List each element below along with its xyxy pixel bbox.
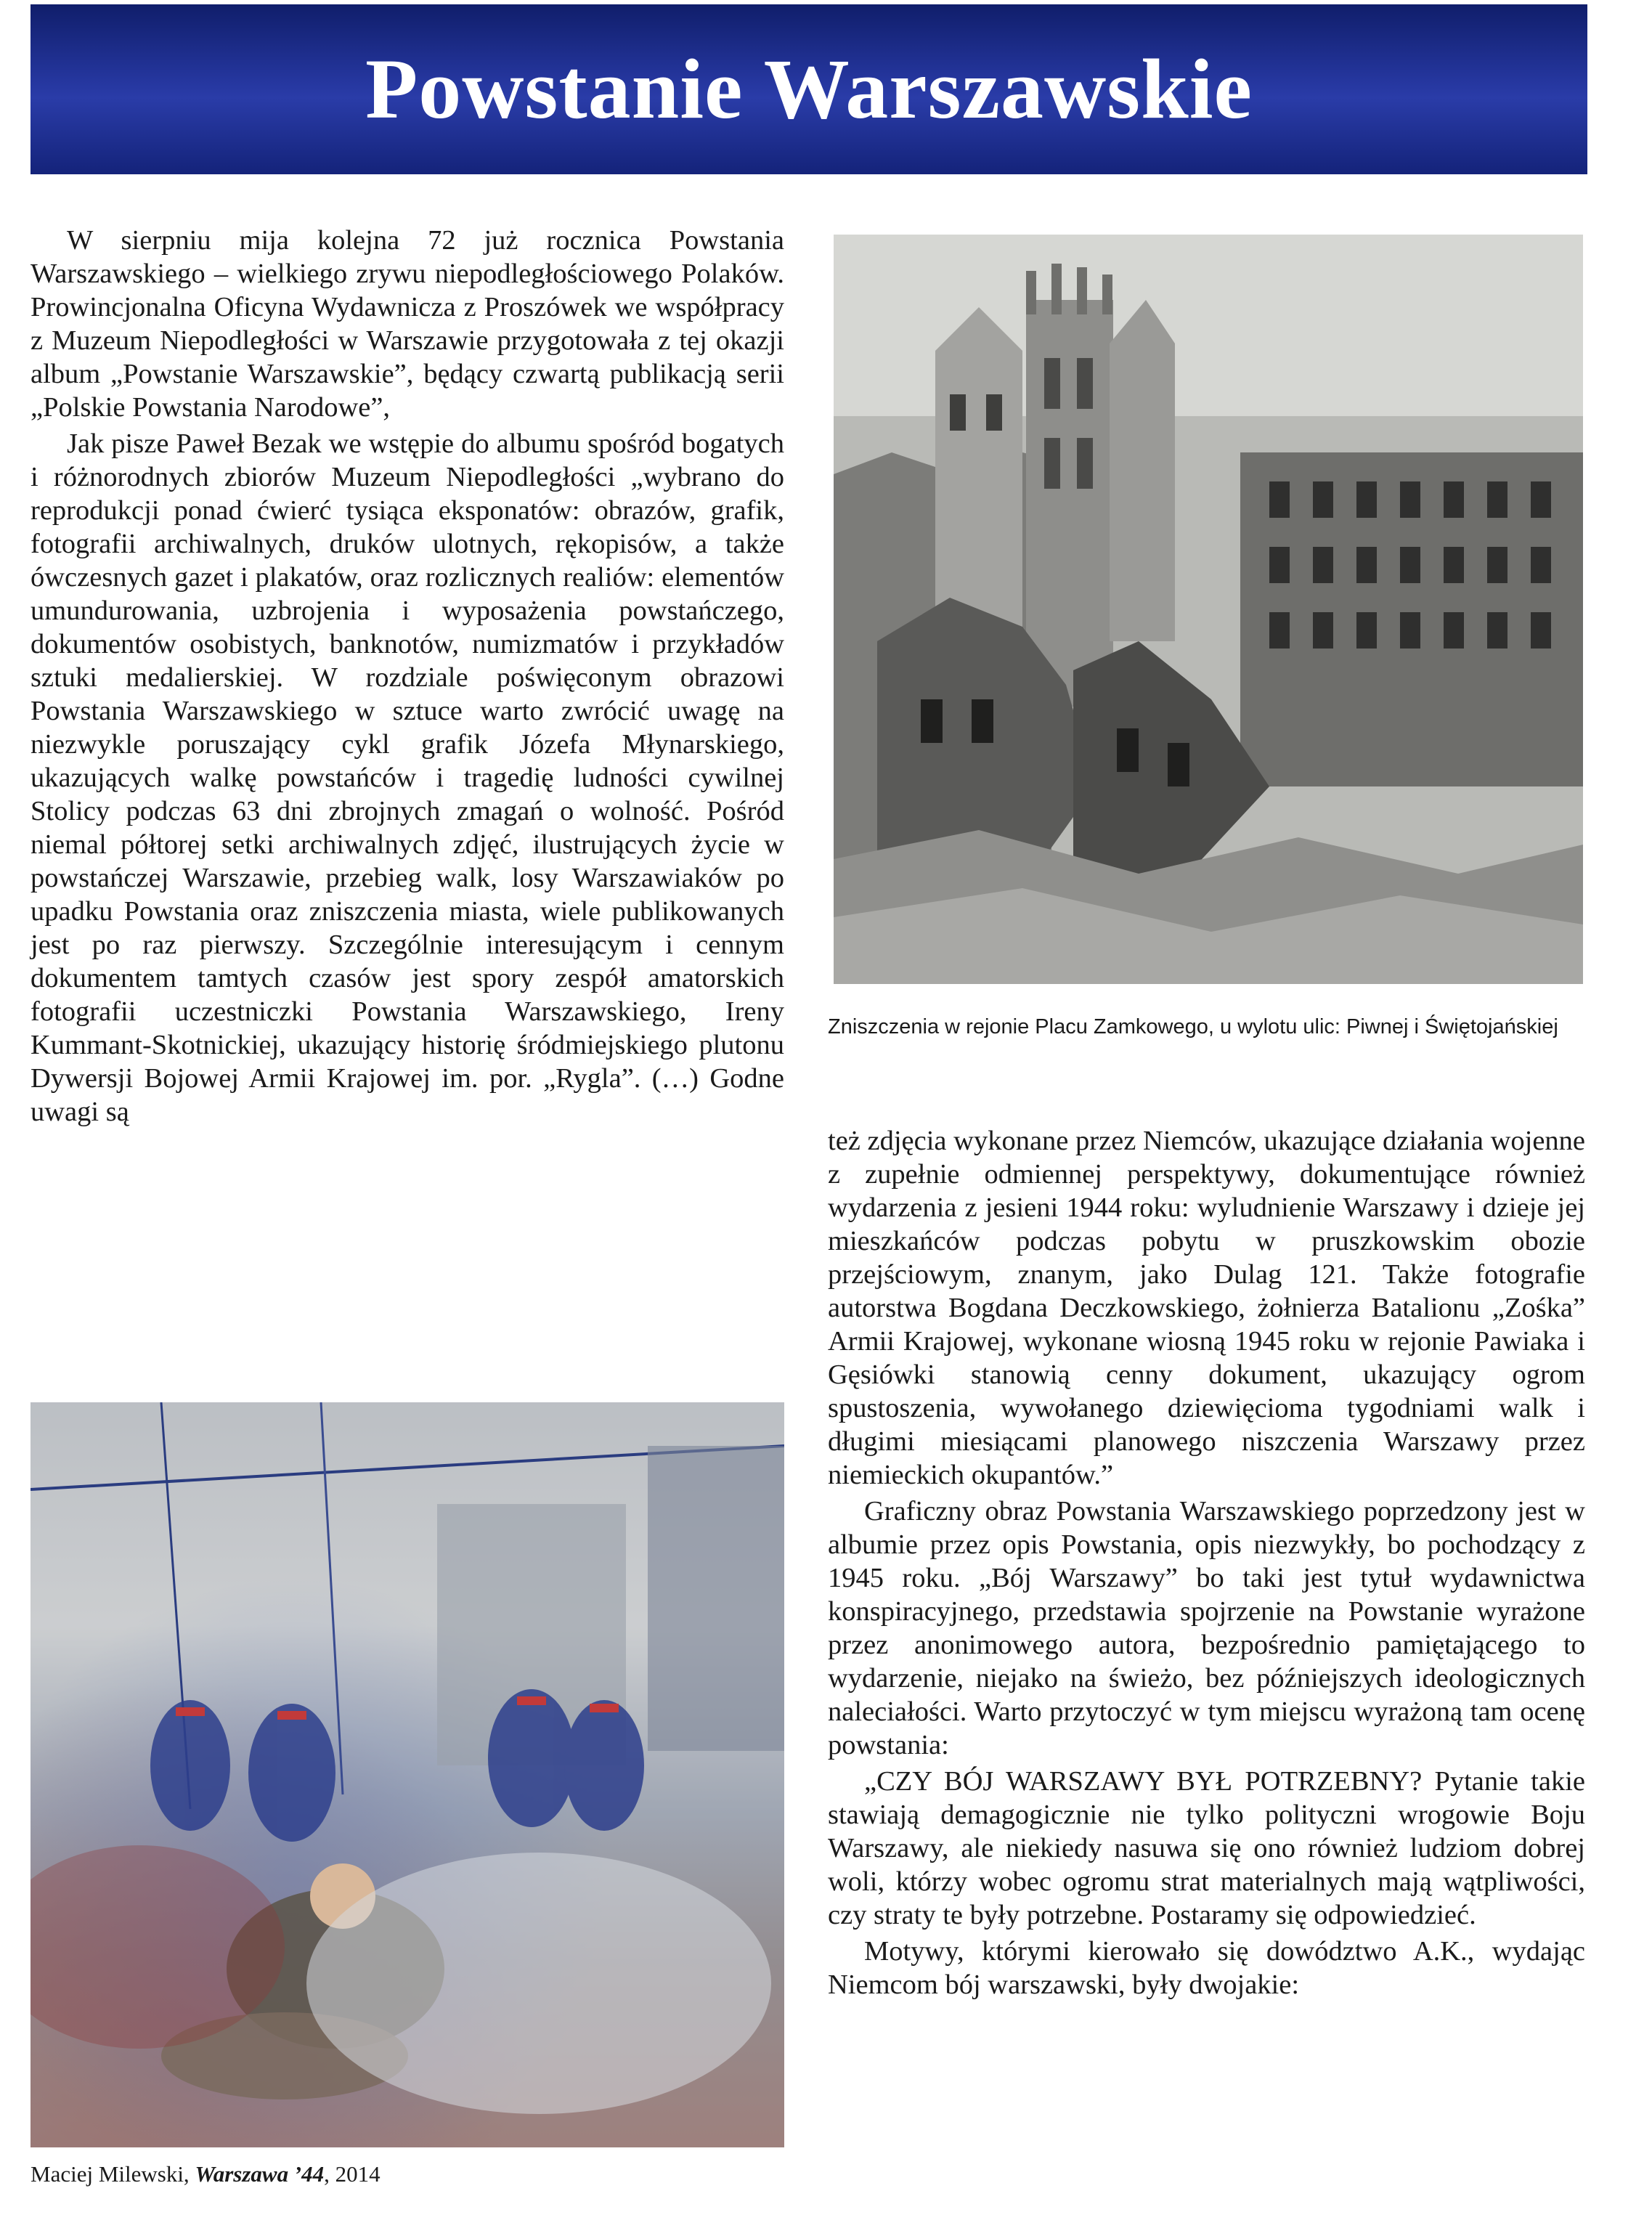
- ruins-photo: [834, 235, 1583, 984]
- left-paragraph-2: Jak pisze Paweł Bezak we wstępie do albumu spośród bogatych i różnorodnych zbiorów Muzeum Niepodległości „wybrano do reprodukcji ponad ćwierć tysiąca eksponatów: obrazów, grafik, fotografii archiwalnych, druków ulotnych, rękopisów, a także ówczesnych gazet i plakatów, oraz rozlicznych realiów: elementów umundurowania, uzbrojenia i wyposażenia powstańczego, dokumentów osobistych, banknotów, numizmatów i przykładów sztuki medalierskiej. W rozdziale poświęconym obrazowi Powstania Warszawskiego w sztuce warto zwrócić uwagę na niezwykle poruszający cykl grafik Józefa Młynarskiego, ukazujących walkę powstańców i tragedię ludności cywilnej Stolicy podczas 63 dni zbrojnych zmagań o wolność. Pośród niemal półtorej setki archiwalnych zdjęć, ilustrujących życie w powstańczej Warszawie, przebieg walk, losy Warszawiaków po upadku Powstania oraz zniszczenia miasta, wiele publikowanych jest po raz pierwszy. Szczególnie interesującym i cennym dokumentem tamtych czasów jest spory zespół amatorskich fotografii uczestniczki Powstania Warszawskiego, Ireny Kummant-Skotnickiej, ukazujący historię śródmiejskiego plutonu Dywersji Bojowej Armii Krajowej im. por. „Rygla”. (…) Godne uwagi są: [30, 428, 784, 1127]
- painting-illustration: [30, 1402, 784, 2147]
- right-paragraph-4: Motywy, którymi kierowało się dowództwo A.K., wydając Niemcom bój warszawski, były dwojakie:: [828, 1936, 1585, 2000]
- right-paragraph-2: Graficzny obraz Powstania Warszawskiego poprzedzony jest w albumie przez opis Powstania, opis niezwykły, bo pochodzący z 1945 roku. „Bój Warszawy” bo taki jest tytuł wydawnictwa konspiracyjnego, przedstawia spojrzenie na Powstanie wyrażone przez anonimowego autora, bezpośrednio pamiętającego to wydarzenie, niejako na świeżo, bez późniejszych ideologicznych naleciałości. Warto przytoczyć w tym miejscu wyrażoną tam ocenę powstania:: [828, 1496, 1585, 1760]
- photo-caption: Zniszczenia w rejonie Placu Zamkowego, u wylotu ulic: Piwnej i Świętojańskiej: [828, 1015, 1558, 1038]
- painting-title: Warszawa ’44: [195, 2161, 325, 2187]
- right-paragraph-3: „CZY BÓJ WARSZAWY BYŁ POTRZEBNY? Pytanie takie stawiają demagogicznie nie tylko polityczni wrogowie Boju Warszawy, ale niekiedy nasuwa się ono również ludziom dobrej woli, którzy wobec ogromu strat materialnych mają wątpliwości, czy straty te były potrzebne. Postaramy się odpowiedzieć.: [828, 1766, 1585, 1930]
- ruins-photo-illustration: [834, 235, 1583, 984]
- painting-image: [30, 1402, 784, 2147]
- page-title: Powstanie Warszawskie: [365, 41, 1253, 137]
- left-paragraph-1: W sierpniu mija kolejna 72 już rocznica Powstania Warszawskiego – wielkiego zrywu niepodległościowego Polaków. Prowincjonalna Oficyna Wydawnicza z Proszówek we współpracy z Muzeum Niepodległości w Warszawie przygotowała z tej okazji album „Powstanie Warszawskie”, będący czwartą publikacją serii „Polskie Powstania Narodowe”,: [30, 225, 784, 423]
- painting-caption: [30, 2159, 784, 2190]
- right-column: [828, 1124, 1585, 2004]
- painting-year: , 2014: [324, 2161, 381, 2187]
- painting-artist: Maciej Milewski,: [30, 2161, 195, 2187]
- right-paragraph-1: też zdjęcia wykonane przez Niemców, ukazujące działania wojenne z zupełnie odmiennej perspektywy, dokumentujące również wydarzenia z jesieni 1944 roku: wyludnienie Warszawy i dzieje jej mieszkańców podczas pobytu w pruszkowskim obozie przejściowym, znanym, jako Dulag 121. Także fotografie autorstwa Bogdana Deczkowskiego, żołnierza Batalionu „Zośka” Armii Krajowej, wykonane wiosną 1945 roku w rejonie Pawiaka i Gęsiówki stanowią cenny dokument, ukazujący ogrom spustoszenia, wywołanego dziewięcioma tygodniami walk i długimi miesiącami planowego niszczenia Warszawy przez niemieckich okupantów.”: [828, 1126, 1585, 1490]
- left-column: [30, 224, 784, 1131]
- title-banner: [30, 4, 1587, 174]
